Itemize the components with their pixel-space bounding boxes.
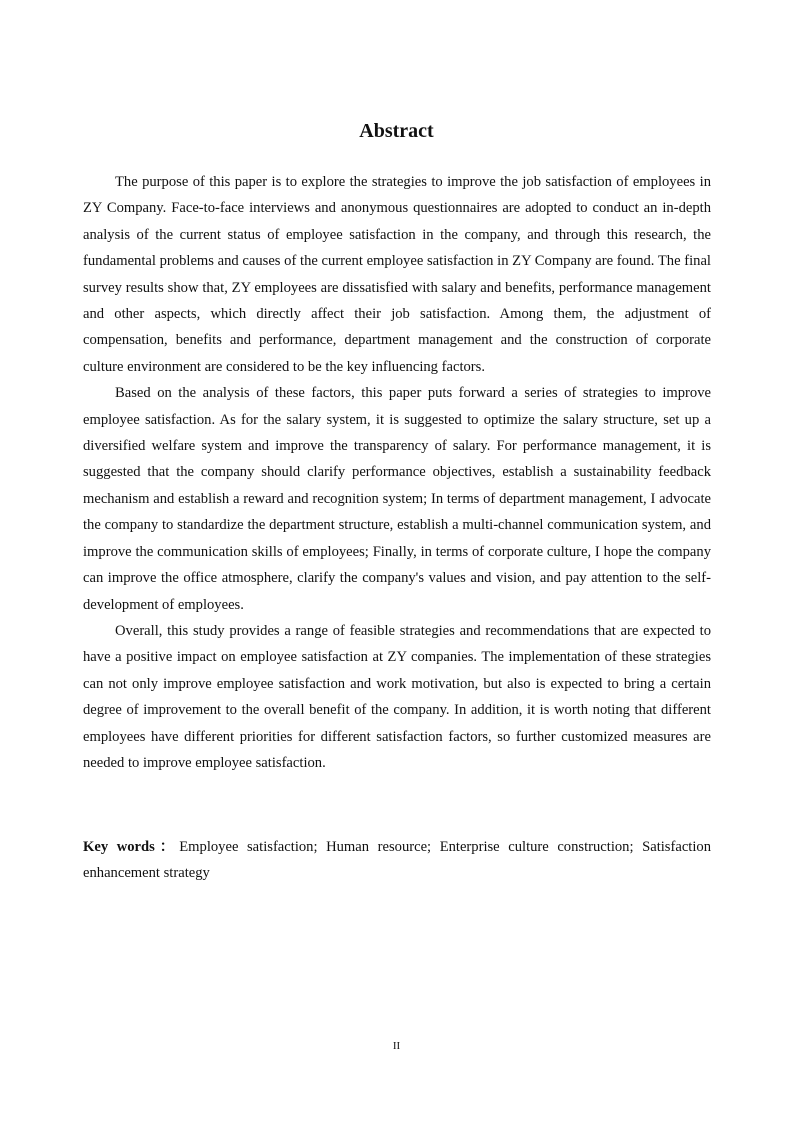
keywords-label: Key words： (83, 839, 180, 855)
abstract-body (83, 169, 711, 776)
keywords-line (83, 834, 711, 887)
abstract-paragraph-3: Overall, this study provides a range of feasible strategies and recommendations that are expected to have a positive impact on employee satisfaction at ZY companies. The implementation of these strategies can not only improve employee satisfaction and work motivation, but also is expected to bring a certain degree of improvement to the overall benefit of the company. In addition, it is worth noting that different employees have different priorities for different satisfaction factors, so further customized measures are needed to improve employee satisfaction. (83, 622, 711, 771)
page-title: Abstract (359, 120, 434, 142)
abstract-paragraph-2: Based on the analysis of these factors, this paper puts forward a series of strategies to improve employee satisfaction. As for the salary system, it is suggested to optimize the salary structure, set up a diversified welfare system and improve the transparency of salary. For performance management, it is suggested that the company should clarify performance objectives, establish a sustainability feedback mechanism and establish a reward and recognition system; In terms of department management, I advocate the company to standardize the department structure, establish a multi-channel communication system, and improve the communication skills of employees; Finally, in terms of corporate culture, I hope the company can improve the office atmosphere, clarify the company's values and vision, and pay attention to the self-development of employees. (83, 385, 711, 613)
page-number: II (392, 1040, 401, 1052)
abstract-paragraph-1: The purpose of this paper is to explore the strategies to improve the job satisfaction of employees in ZY Company. Face-to-face interviews and anonymous questionnaires are adopted to conduct an in-depth analysis of the current status of employee satisfaction in the company, and through this research, the fundamental problems and causes of the current employee satisfaction in ZY Company are found. The final survey results show that, ZY employees are dissatisfied with salary and benefits, performance management and other aspects, which directly affect their job satisfaction. Among them, the adjustment of compensation, benefits and performance, department management and the construction of corporate culture environment are considered to be the key influencing factors. (83, 174, 711, 375)
keywords-text: Employee satisfaction; Human resource; Enterprise culture construction; Satisfaction enhancement strategy (83, 839, 712, 882)
